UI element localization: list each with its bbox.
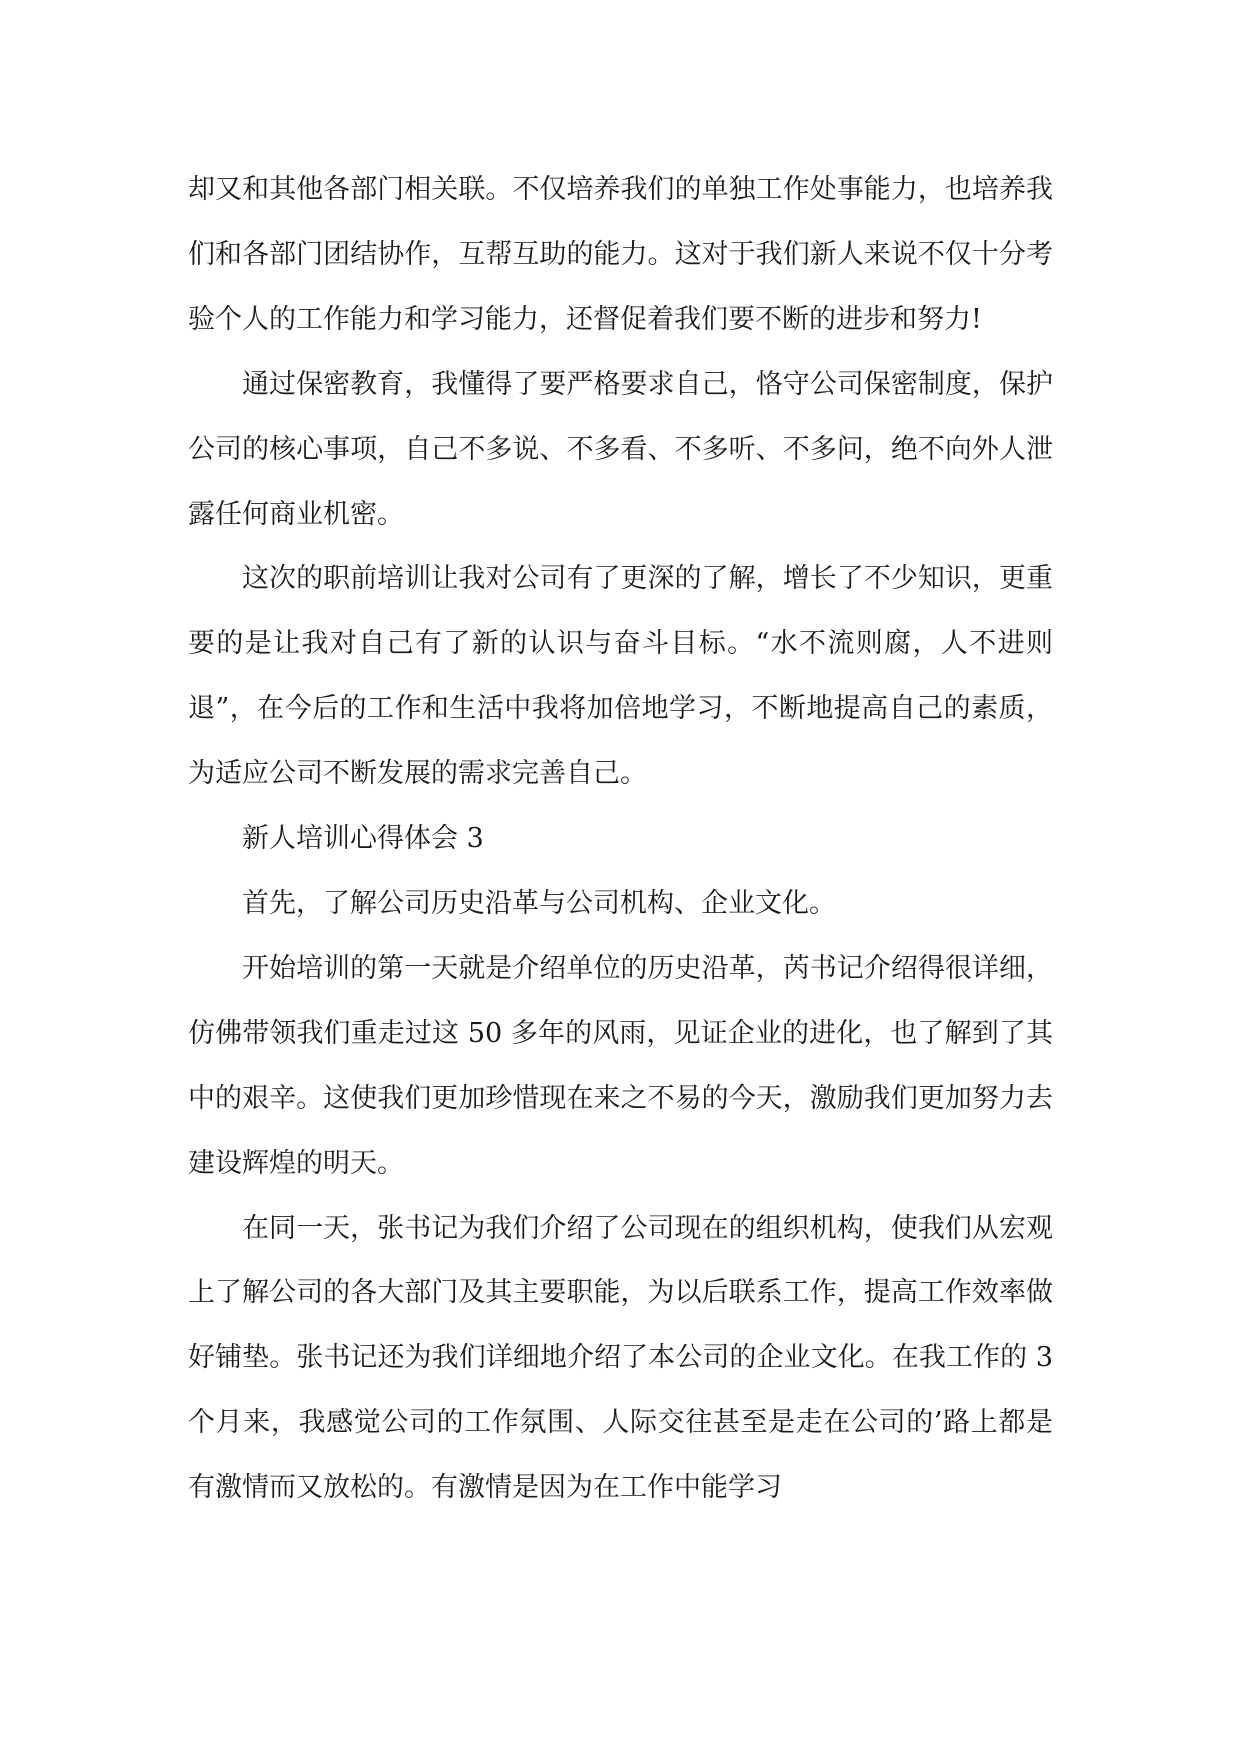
paragraph-2: 通过保密教育，我懂得了要严格要求自己，恪守公司保密制度，保护公司的核心事项，自己不多说、不多看、不多听、不多问，绝不向外人泄露任何商业机密。 [188, 368, 1053, 530]
paragraph-3: 这次的职前培训让我对公司有了更深的了解，增长了不少知识，更重要的是让我对自己有了新的认识与奋斗目标。“水不流则腐，人不进则退”，在今后的工作和生活中我将加倍地学习，不断地提高自己的素质，为适应公司不断发展的需求完善自己。 [188, 563, 1053, 790]
paragraph-5: 首先，了解公司历史沿革与公司机构、企业文化。 [242, 887, 836, 919]
paragraph-6: 开始培训的第一天就是介绍单位的历史沿革，芮书记介绍得很详细，仿佛带领我们重走过这 50 多年的风雨，见证企业的进化，也了解到了其中的艰辛。这使我们更加珍惜现在来之不易的今天，激励我们更加努力去建设辉煌的明天。 [188, 952, 1053, 1179]
section-heading: 新人培训心得体会 3 [242, 823, 484, 855]
document-body [188, 158, 1053, 1521]
paragraph-7: 在同一天，张书记为我们介绍了公司现在的组织机构，使我们从宏观上了解公司的各大部门及其主要职能，为以后联系工作，提高工作效率做好铺垫。张书记还为我们详细地介绍了本公司的企业文化。在我工作的 3 个月来，我感觉公司的工作氛围、人际交往甚至是走在公司的’路上都是有激情而又放松的。有激情是因为在工作中能学习 [188, 1212, 1053, 1504]
paragraph-1: 却又和其他各部门相关联。不仅培养我们的单独工作处事能力，也培养我们和各部门团结协作，互帮互助的能力。这对于我们新人来说不仅十分考验个人的工作能力和学习能力，还督促着我们要不断的进步和努力! [188, 174, 1053, 335]
